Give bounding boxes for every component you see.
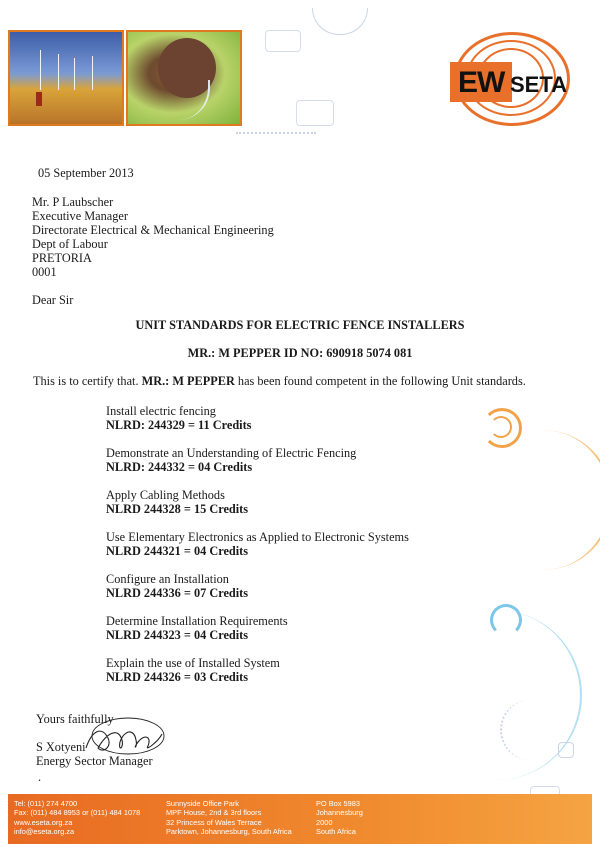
decor-dots	[236, 124, 316, 134]
recipient-line: Dept of Labour	[32, 237, 108, 251]
footer-postal-line: Johannesburg	[316, 808, 363, 818]
footer-address-line: MPF House, 2nd & 3rd floors	[166, 808, 262, 818]
unit-title: Use Elementary Electronics as Applied to Electronic Systems	[106, 530, 409, 544]
decor-plus-icon	[265, 30, 301, 52]
footer-fax: Fax: (011) 484 8953 or (011) 484 1078	[14, 808, 141, 818]
footer-address-line: 32 Princess of Wales Terrace	[166, 817, 262, 827]
intro-post: has been found competent in the following Unit standards.	[237, 374, 526, 388]
footer-email-link[interactable]: info@eseta.org.za	[14, 827, 75, 837]
footer-postal-line: PO Box 5983	[316, 799, 360, 808]
unit-credit: NLRD 244328 = 15 Credits	[106, 502, 249, 516]
footer-tel: Tel: (011) 274 4700	[14, 799, 78, 808]
footer-postal-line: South Africa	[316, 827, 356, 837]
unit-title: Determine Installation Requirements	[106, 614, 288, 628]
recipient-line: Executive Manager	[32, 209, 128, 223]
unit-credit: NLRD: 244332 = 04 Credits	[106, 460, 253, 474]
signer-name: S Xotyeni	[36, 740, 86, 754]
orange-arc	[520, 430, 600, 570]
trailing-mark: .	[38, 770, 42, 784]
closing: Yours faithfully	[36, 712, 114, 726]
unit-title: Explain the use of Installed System	[106, 656, 280, 670]
signer-title: Energy Sector Manager	[36, 754, 153, 768]
signature-image	[78, 712, 168, 764]
unit-credit: NLRD 244323 = 04 Credits	[106, 628, 249, 642]
recipient-line: Mr. P Laubscher	[32, 195, 114, 209]
footer-contact	[14, 799, 140, 837]
decor-rounded-square	[558, 742, 574, 758]
recipient-line: 0001	[32, 265, 57, 279]
footer-postal-address	[316, 799, 363, 837]
intro-paragraph	[33, 374, 526, 388]
logo-seta-text: SETA	[510, 72, 568, 97]
unit-credit: NLRD: 244329 = 11 Credits	[106, 418, 252, 432]
logo-ew-text: EW	[450, 62, 512, 102]
footer-address-line: Sunnyside Office Park	[166, 799, 239, 808]
unit-credit: NLRD 244326 = 03 Credits	[106, 670, 249, 684]
footer-physical-address	[166, 799, 292, 837]
footer-website-link[interactable]: www.eseta.org.za	[14, 817, 73, 827]
unit-credit: NLRD 244336 = 07 Credits	[106, 586, 249, 600]
footer-address-line: Parktown, Johannesburg, South Africa	[166, 827, 292, 837]
letter-subheading: MR.: M PEPPER ID NO: 690918 5074 081	[187, 346, 413, 360]
recipient-line: Directorate Electrical & Mechanical Engineering	[32, 223, 274, 237]
letter-date: 05 September 2013	[38, 166, 134, 180]
wind-farm-photo	[8, 30, 124, 126]
letter-heading: UNIT STANDARDS FOR ELECTRIC FENCE INSTALLERS	[135, 318, 465, 332]
child-drinking-photo	[126, 30, 242, 126]
decor-plus-icon	[296, 100, 334, 126]
eseta-logo	[432, 26, 592, 126]
unit-credit: NLRD 244321 = 04 Credits	[106, 544, 249, 558]
intro-pre: This is to certify that.	[33, 374, 139, 388]
salutation: Dear Sir	[32, 293, 74, 307]
unit-title: Install electric fencing	[106, 404, 216, 418]
unit-title: Apply Cabling Methods	[106, 488, 225, 502]
orange-swirl-icon	[490, 416, 512, 438]
decor-arc	[312, 8, 368, 35]
footer-bar	[8, 794, 592, 844]
unit-title: Configure an Installation	[106, 572, 229, 586]
recipient-line: PRETORIA	[32, 251, 92, 265]
decor-dots	[500, 700, 562, 760]
unit-title: Demonstrate an Understanding of Electric Fencing	[106, 446, 357, 460]
intro-name: MR.: M PEPPER	[141, 374, 235, 388]
footer-postal-line: 2000	[316, 817, 333, 827]
